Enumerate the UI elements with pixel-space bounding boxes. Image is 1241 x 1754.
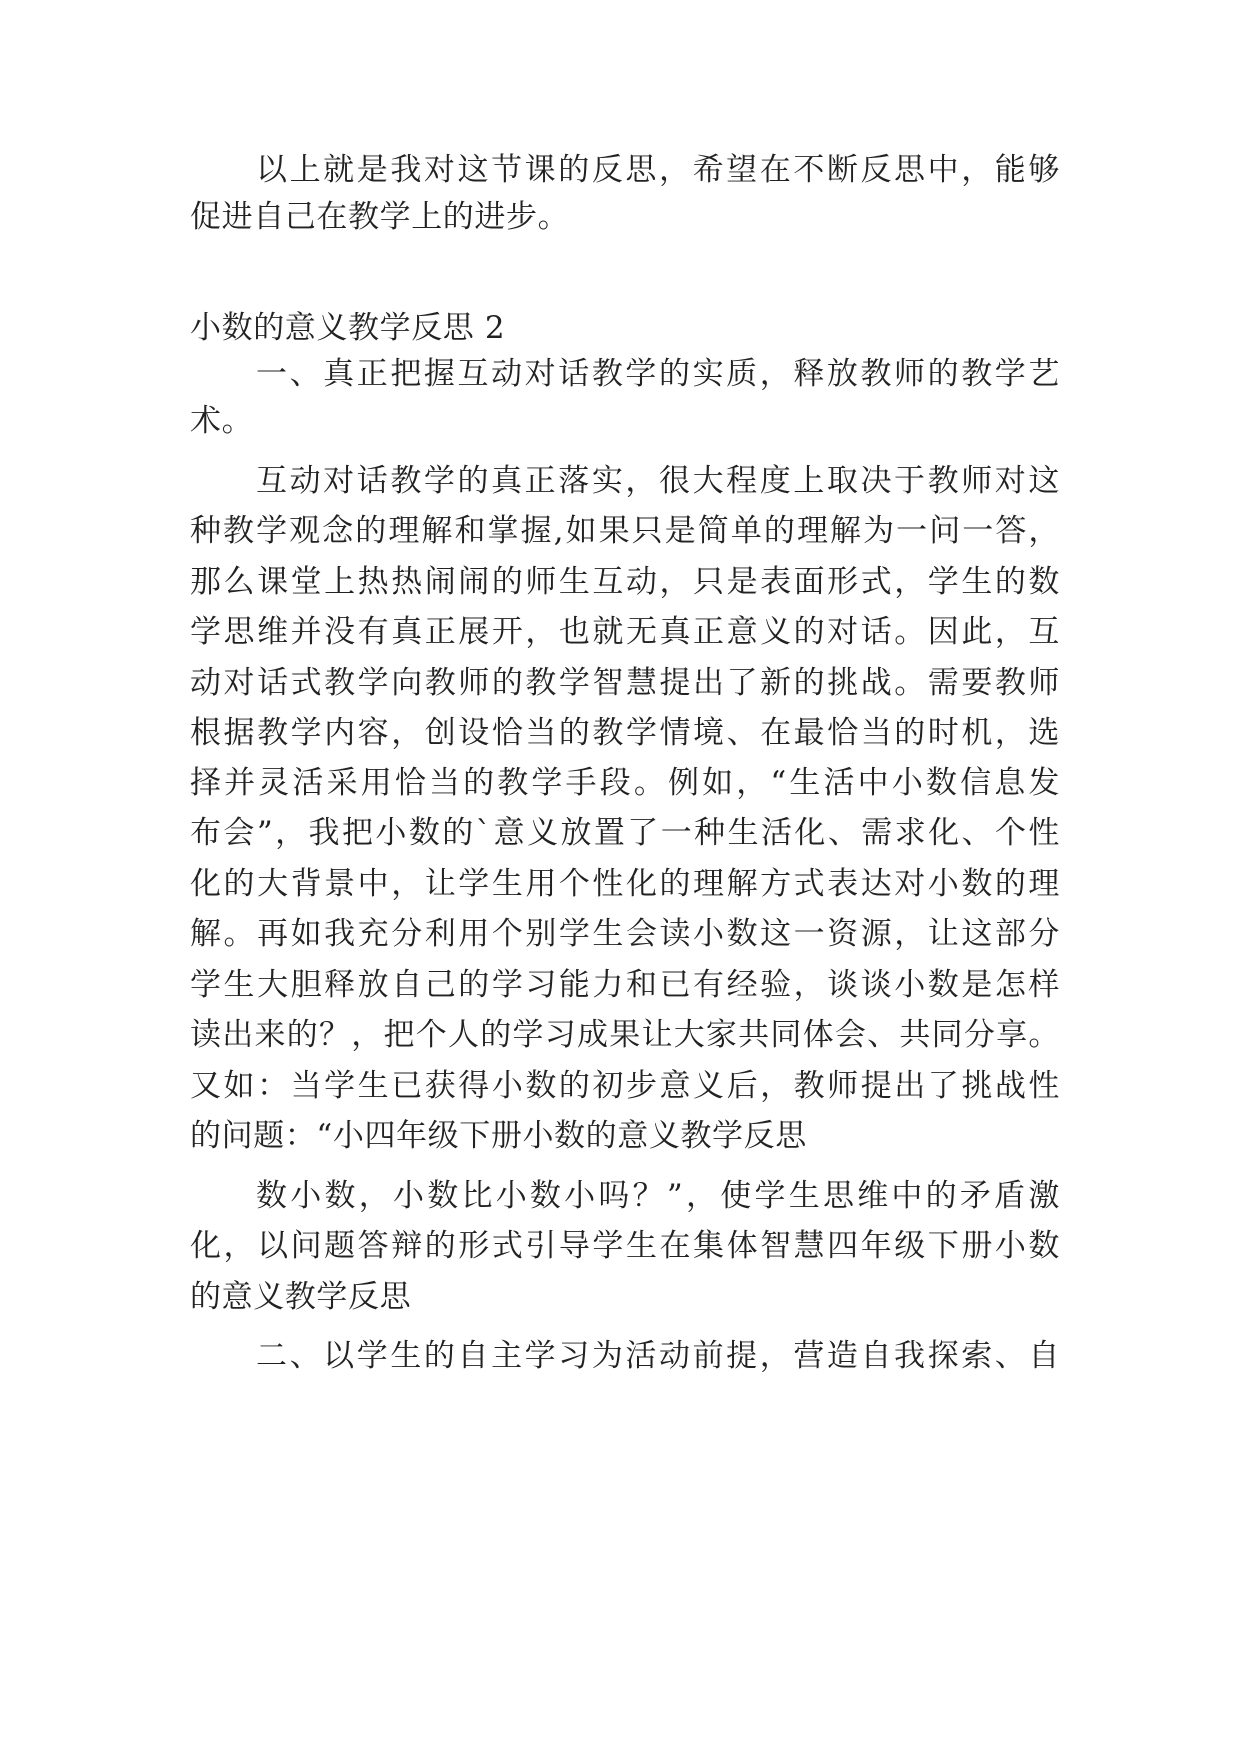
text-line: 以上就是我对这节课的反思，希望在不断反思中，能够 [256, 152, 1060, 188]
text-line: 又如：当学生已获得小数的初步意义后，教师提出了挑战性 [190, 1068, 1060, 1104]
text-line: 布会”，我把小数的`意义放置了一种生活化、需求化、个性 [190, 815, 1060, 851]
text-line: 解。再如我充分利用个别学生会读小数这一资源，让这部分 [190, 916, 1060, 952]
text-line: 择并灵活采用恰当的教学手段。例如，“生活中小数信息发 [190, 765, 1060, 801]
text-line: 读出来的？，把个人的学习成果让大家共同体会、共同分享。 [190, 1017, 1060, 1053]
text-line: 种教学观念的理解和掌握,如果只是简单的理解为一问一答， [190, 513, 1060, 549]
text-line: 促进自己在教学上的进步。 [190, 199, 570, 235]
text-line: 二、以学生的自主学习为活动前提，营造自我探索、自 [256, 1338, 1060, 1374]
text-line: 那么课堂上热热闹闹的师生互动，只是表面形式，学生的数 [190, 564, 1060, 600]
text-line: 的问题：“小四年级下册小数的意义教学反思 [190, 1118, 807, 1154]
text-line: 学生大胆释放自己的学习能力和已有经验，谈谈小数是怎样 [190, 967, 1060, 1003]
text-line: 的意义教学反思 [190, 1279, 412, 1315]
text-line: 化，以问题答辩的形式引导学生在集体智慧四年级下册小数 [190, 1228, 1060, 1264]
text-line: 化的大背景中，让学生用个性化的理解方式表达对小数的理 [190, 866, 1060, 902]
text-line: 根据教学内容，创设恰当的教学情境、在最恰当的时机，选 [190, 715, 1060, 751]
text-line: 学思维并没有真正展开，也就无真正意义的对话。因此，互 [190, 614, 1060, 650]
text-line: 动对话式教学向教师的教学智慧提出了新的挑战。需要教师 [190, 665, 1060, 701]
text-line: 一、真正把握互动对话教学的实质，释放教师的教学艺 [256, 356, 1060, 392]
section-title: 小数的意义教学反思 2 [190, 310, 506, 346]
text-line: 术。 [190, 403, 254, 439]
text-line: 互动对话教学的真正落实，很大程度上取决于教师对这 [256, 463, 1060, 499]
text-line: 数小数，小数比小数小吗？”，使学生思维中的矛盾激 [256, 1178, 1060, 1214]
